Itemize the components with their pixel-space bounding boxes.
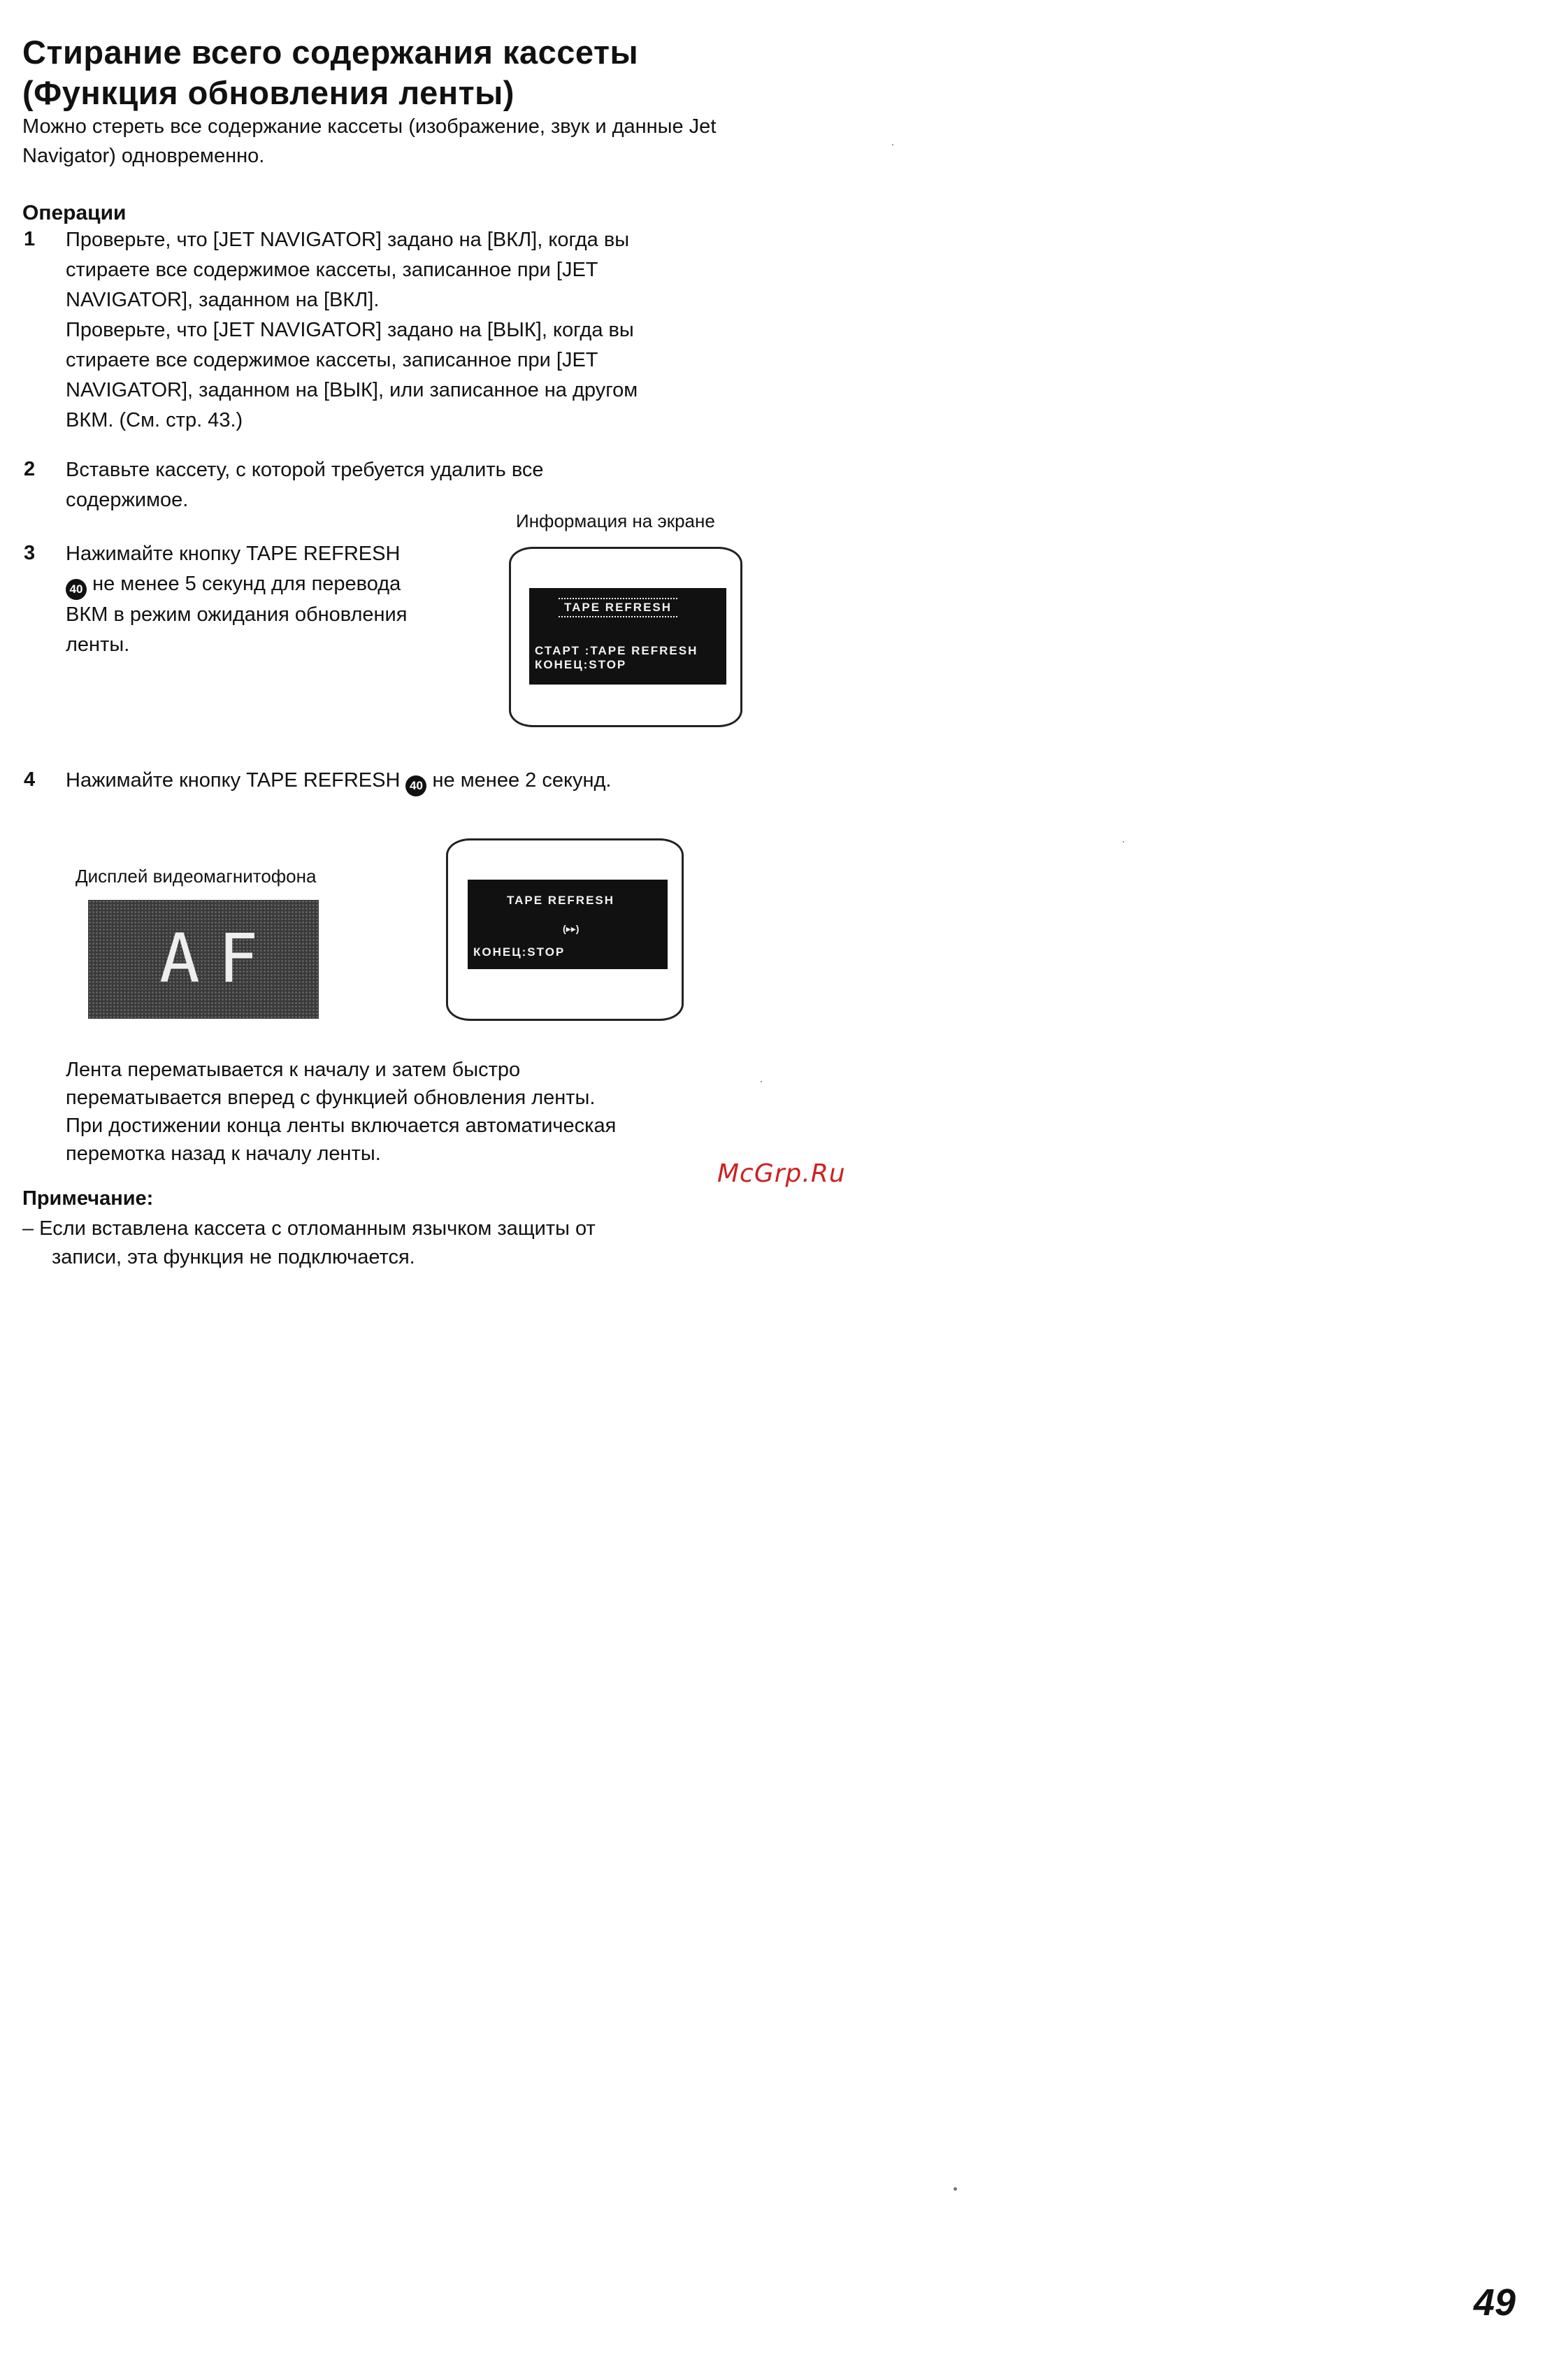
page-title bbox=[22, 32, 638, 113]
osd-2-line-1: КОНЕЦ:STOP bbox=[473, 945, 566, 959]
watermark: McGrp.Ru bbox=[717, 1159, 846, 1188]
description-paragraph bbox=[66, 1056, 737, 1168]
vcr-display-caption: Дисплей видеомагнитофона bbox=[75, 866, 317, 887]
button-40-icon: 40 bbox=[66, 579, 87, 600]
title-line-2: (Функция обновления ленты) bbox=[22, 74, 515, 111]
step-3-number: 3 bbox=[24, 542, 36, 564]
step-3-line: Нажимайте кнопку TAPE REFRESH bbox=[66, 543, 401, 565]
description-line: перемотка назад к началу ленты. bbox=[66, 1143, 381, 1165]
page-number: 49 bbox=[1474, 2282, 1516, 2324]
step-4-text bbox=[66, 766, 611, 796]
scan-speck bbox=[892, 144, 893, 145]
step-2-text bbox=[66, 455, 544, 515]
title-line-1: Стирание всего содержания кассеты bbox=[22, 34, 639, 71]
operations-heading: Операции bbox=[22, 201, 127, 224]
osd-frame-1 bbox=[509, 547, 742, 727]
step-1-text bbox=[66, 225, 638, 436]
step-3-line-text: не менее 5 секунд для перевода bbox=[92, 573, 401, 595]
scan-speck bbox=[1123, 841, 1124, 843]
button-40-icon: 40 bbox=[405, 775, 426, 796]
step-3-line: ленты. bbox=[66, 634, 130, 656]
note-text bbox=[22, 1215, 721, 1272]
step-1-line: ВКМ. (См. стр. 43.) bbox=[66, 409, 243, 431]
note-line: – Если вставлена кассета с отломанным язычком защиты от bbox=[22, 1217, 596, 1240]
step-1-line: стираете все содержимое кассеты, записанное при [JET bbox=[66, 259, 598, 281]
step-3-line bbox=[66, 569, 485, 600]
step-1-line: Проверьте, что [JET NAVIGATOR] задано на [ВКЛ], когда вы bbox=[66, 229, 630, 251]
osd-screen-2 bbox=[468, 880, 668, 969]
step-1-number: 1 bbox=[24, 228, 36, 250]
step-3-text bbox=[66, 539, 485, 660]
description-line: При достижении конца ленты включается автоматическая bbox=[66, 1115, 617, 1137]
ffwd-icon: (▸▸) bbox=[563, 923, 580, 934]
step-2-line: Вставьте кассету, с которой требуется удалить все bbox=[66, 459, 544, 481]
screen-info-caption: Информация на экране bbox=[516, 510, 715, 531]
step-1-line: Проверьте, что [JET NAVIGATOR] задано на [ВЫК], когда вы bbox=[66, 319, 634, 341]
osd-1-line-2: КОНЕЦ:STOP bbox=[535, 658, 627, 671]
vcr-display bbox=[88, 900, 319, 1019]
step-2-line: содержимое. bbox=[66, 489, 189, 511]
osd-1-line-1: СТАРТ :TAPE REFRESH bbox=[535, 644, 698, 657]
osd-frame-2 bbox=[446, 838, 684, 1021]
scan-speck bbox=[761, 1081, 762, 1082]
description-line: перематывается вперед с функцией обновления ленты. bbox=[66, 1087, 596, 1109]
note-line: запиcи, эта функция не подключается. bbox=[52, 1246, 415, 1268]
step-1-line: NAVIGATOR], заданном на [ВЫК], или записанное на другом bbox=[66, 379, 638, 401]
step-1-line: стираете все содержимое кассеты, записанное при [JET bbox=[66, 349, 598, 371]
osd-2-title: TAPE REFRESH bbox=[507, 894, 615, 907]
scan-speck bbox=[954, 2187, 957, 2191]
step-3-line: ВКМ в режим ожидания обновления bbox=[66, 603, 408, 626]
intro-paragraph: Можно стереть все содержание кассеты (изображение, звук и данные Jet Navigator) одновременно. bbox=[22, 115, 717, 167]
step-2-number: 2 bbox=[24, 458, 36, 480]
step-4-number: 4 bbox=[24, 768, 36, 791]
osd-screen-1 bbox=[529, 588, 726, 685]
step-4-text-b: не менее 2 секунд. bbox=[432, 769, 612, 792]
note-heading: Примечание: bbox=[22, 1187, 154, 1210]
step-4-text-a: Нажимайте кнопку TAPE REFRESH bbox=[66, 769, 401, 792]
step-1-line: NAVIGATOR], заданном на [ВКЛ]. bbox=[66, 289, 380, 311]
vcr-display-readout: AF bbox=[159, 919, 277, 998]
description-line: Лента перематывается к началу и затем быстро bbox=[66, 1059, 521, 1081]
osd-1-title: TAPE REFRESH bbox=[559, 598, 677, 617]
